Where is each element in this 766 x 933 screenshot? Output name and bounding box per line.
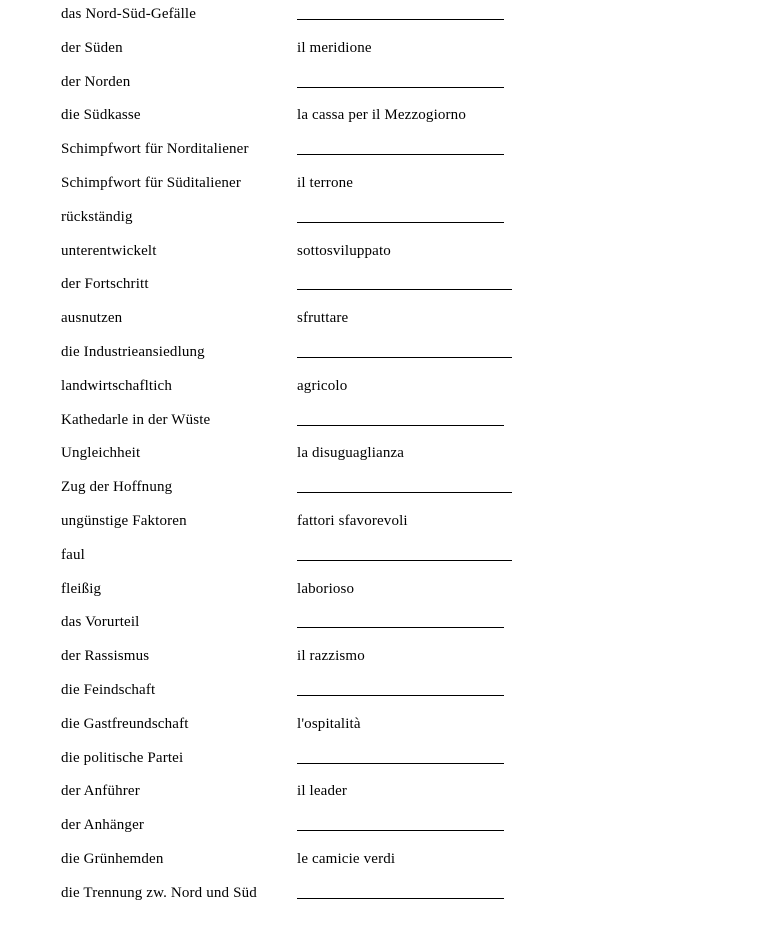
german-term: das Vorurteil	[61, 614, 140, 631]
answer-blank-cell[interactable]	[297, 274, 512, 296]
answer-blank-line[interactable]	[297, 154, 504, 155]
vocab-row	[0, 105, 766, 139]
german-term: die Südkasse	[61, 107, 141, 124]
italian-term: il leader	[297, 783, 348, 800]
german-term: der Anhänger	[61, 817, 145, 834]
italian-answer-cell	[297, 579, 512, 601]
answer-blank-cell[interactable]	[297, 815, 512, 837]
vocab-row	[0, 38, 766, 72]
answer-blank-cell[interactable]	[297, 342, 512, 364]
vocab-row	[0, 612, 766, 646]
vocab-row	[0, 714, 766, 748]
vocab-row	[0, 511, 766, 545]
italian-answer-cell	[297, 781, 512, 803]
answer-blank-cell[interactable]	[297, 545, 512, 567]
vocab-row	[0, 72, 766, 106]
italian-answer-cell	[297, 38, 512, 60]
vocab-row	[0, 342, 766, 376]
german-term: Kathedarle in der Wüste	[61, 411, 211, 428]
german-term: ungünstige Faktoren	[61, 513, 187, 529]
german-term: die Grünhemden	[61, 851, 164, 867]
german-term: rückständig	[61, 208, 133, 225]
answer-blank-cell[interactable]	[297, 207, 512, 229]
italian-term: il meridione	[297, 39, 372, 56]
german-term: die Feindschaft	[61, 682, 156, 698]
german-term: der Rassismus	[61, 648, 150, 665]
vocab-row	[0, 579, 766, 613]
answer-blank-line[interactable]	[297, 627, 504, 628]
italian-term: la cassa per il Mezzogiorno	[297, 107, 466, 124]
vocab-row	[0, 376, 766, 410]
italian-answer-cell	[297, 105, 512, 127]
answer-blank-line[interactable]	[297, 222, 504, 223]
answer-blank-line[interactable]	[297, 425, 504, 426]
answer-blank-cell[interactable]	[297, 612, 512, 634]
italian-term: l'ospitalità	[297, 715, 361, 732]
german-term: die Gastfreundschaft	[61, 715, 189, 732]
vocab-row	[0, 241, 766, 275]
german-term: faul	[61, 546, 85, 563]
vocab-row	[0, 410, 766, 444]
german-term: der Anführer	[61, 783, 140, 800]
italian-answer-cell	[297, 646, 512, 668]
answer-blank-cell[interactable]	[297, 72, 512, 94]
italian-answer-cell	[297, 241, 512, 263]
italian-term: sfruttare	[297, 310, 349, 327]
vocab-row	[0, 680, 766, 714]
italian-term: il terrone	[297, 175, 354, 191]
vocab-row	[0, 545, 766, 579]
answer-blank-line[interactable]	[297, 898, 504, 899]
german-term: unterentwickelt	[61, 242, 157, 259]
german-term: Schimpfwort für Norditaliener	[61, 141, 249, 158]
vocab-row	[0, 781, 766, 815]
german-term: die Trennung zw. Nord und Süd	[61, 884, 257, 901]
answer-blank-line[interactable]	[297, 19, 504, 20]
german-term: die Industrieansiedlung	[61, 344, 205, 360]
german-term: der Norden	[61, 73, 131, 90]
italian-answer-cell	[297, 443, 512, 465]
vocab-row	[0, 274, 766, 308]
italian-term: il razzismo	[297, 648, 365, 665]
answer-blank-cell[interactable]	[297, 883, 512, 905]
vocab-row	[0, 883, 766, 917]
german-term: der Fortschritt	[61, 276, 149, 293]
vocab-row	[0, 443, 766, 477]
german-term: Ungleichheit	[61, 445, 141, 462]
vocab-row	[0, 207, 766, 241]
answer-blank-line[interactable]	[297, 492, 512, 493]
german-term: ausnutzen	[61, 310, 123, 327]
italian-term: la disuguaglianza	[297, 445, 405, 462]
vocab-row	[0, 748, 766, 782]
vocab-row	[0, 477, 766, 511]
italian-term: le camicie verdi	[297, 851, 396, 867]
vocab-row	[0, 849, 766, 883]
german-term: Schimpfwort für Süditaliener	[61, 175, 241, 191]
german-term: landwirtschafltich	[61, 377, 172, 394]
german-term: der Süden	[61, 39, 123, 56]
german-term: die politische Partei	[61, 749, 184, 766]
answer-blank-line[interactable]	[297, 763, 504, 764]
italian-answer-cell	[297, 849, 512, 871]
italian-answer-cell	[297, 714, 512, 736]
answer-blank-line[interactable]	[297, 560, 512, 561]
answer-blank-line[interactable]	[297, 830, 504, 831]
vocab-row	[0, 815, 766, 849]
italian-answer-cell	[297, 376, 512, 398]
answer-blank-cell[interactable]	[297, 410, 512, 432]
italian-term: agricolo	[297, 377, 348, 394]
vocab-row	[0, 4, 766, 38]
answer-blank-cell[interactable]	[297, 139, 512, 161]
italian-answer-cell	[297, 173, 512, 195]
answer-blank-cell[interactable]	[297, 680, 512, 702]
vocab-row	[0, 646, 766, 680]
italian-answer-cell	[297, 308, 512, 330]
german-term: fleißig	[61, 580, 102, 597]
italian-answer-cell	[297, 511, 512, 533]
german-term: Zug der Hoffnung	[61, 479, 173, 496]
vocab-row	[0, 139, 766, 173]
german-term: das Nord-Süd-Gefälle	[61, 6, 197, 22]
answer-blank-line[interactable]	[297, 357, 512, 358]
answer-blank-cell[interactable]	[297, 748, 512, 770]
italian-term: sottosviluppato	[297, 242, 391, 259]
answer-blank-line[interactable]	[297, 695, 504, 696]
italian-term: laborioso	[297, 580, 355, 597]
vocab-row	[0, 308, 766, 342]
italian-term: fattori sfavorevoli	[297, 513, 408, 529]
answer-blank-line[interactable]	[297, 289, 512, 290]
vocab-row	[0, 173, 766, 207]
answer-blank-line[interactable]	[297, 87, 504, 88]
answer-blank-cell[interactable]	[297, 477, 512, 499]
answer-blank-cell[interactable]	[297, 4, 512, 26]
